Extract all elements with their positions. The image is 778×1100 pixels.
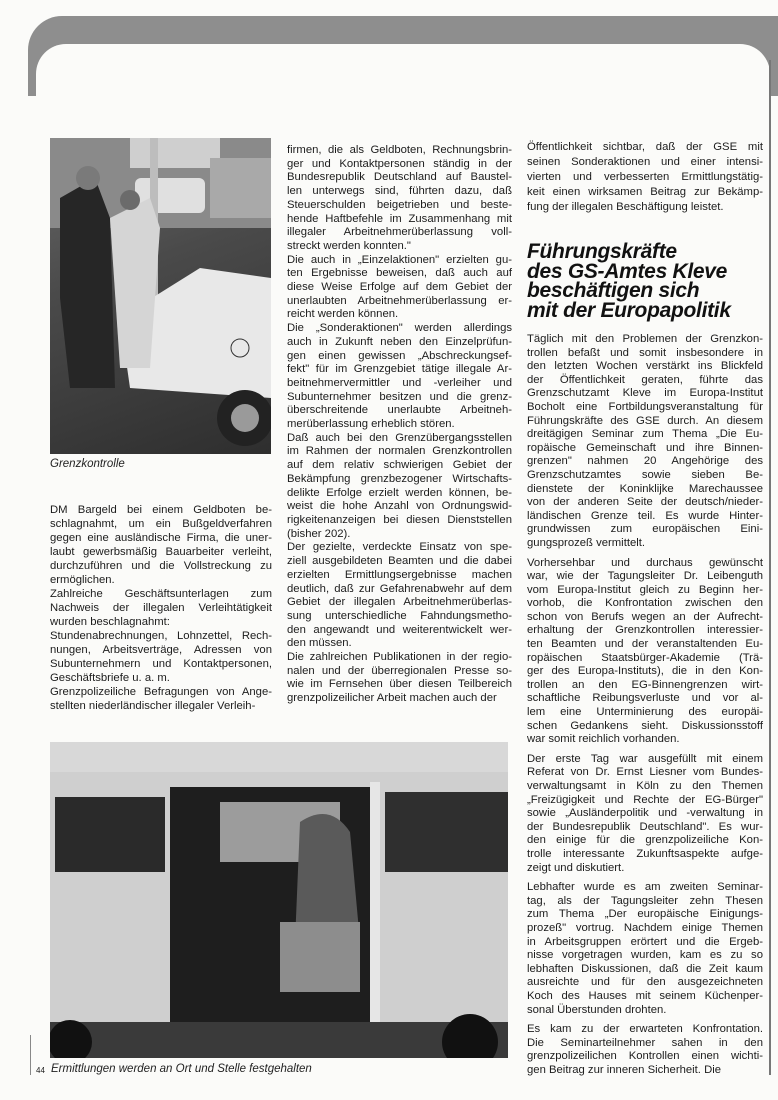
right-border-rule bbox=[769, 60, 771, 1075]
heading-line: mit der Europapolitik bbox=[527, 298, 731, 322]
text-line: reicht werden können. bbox=[287, 308, 399, 321]
text-line: delikte Erfolge erzielt werden können, be- bbox=[287, 486, 512, 499]
text-line: weist die hohe Anzahl von Ordnungswid- bbox=[287, 500, 512, 513]
text-line: von der anderen Seite der deutsch/nieder- bbox=[527, 496, 763, 509]
section-heading bbox=[527, 242, 767, 320]
text-line: ropäische Gemeinschaft und ihre Binnen- bbox=[527, 441, 763, 454]
text-line: DM Bargeld bei einem Geldboten be- bbox=[50, 504, 272, 516]
text-line: Subunternehmer besitzen und die grenz- bbox=[287, 390, 512, 403]
text-line: gen Beitrag zur inneren Sicherheit. Die bbox=[527, 1063, 722, 1076]
text-line: nalen und der überregionalen Presse so- bbox=[287, 664, 512, 677]
text-line: den müssen. bbox=[287, 637, 352, 650]
text-line: grenzpolizeilichen Kontrollen einen wichti- bbox=[527, 1050, 763, 1063]
text-column-3-intro bbox=[527, 140, 763, 215]
text-line: (bisher 202). bbox=[287, 527, 351, 540]
text-line: gen einen gewissen „Abschreckungsef- bbox=[287, 349, 512, 362]
text-line: ten Ergebnisse beweisen, daß auch auf bbox=[287, 267, 512, 280]
text-line: ropäischen Staatsbürger-Akademie (Trä- bbox=[527, 651, 763, 664]
text-line: keit einen wirksamen Beitrag zur Bekämp- bbox=[527, 186, 763, 198]
photo-border-control bbox=[50, 138, 271, 454]
text-line: tag, als der Tagungsleiter zehn Thesen bbox=[527, 894, 763, 907]
text-line: dreitägigen Seminar zum Thema „Die Eu- bbox=[527, 428, 763, 441]
text-line: gungsprozeß vermittelt. bbox=[527, 536, 646, 549]
heading-line: Führungskräfte bbox=[527, 240, 677, 263]
text-line: illegaler Arbeitnehmerüberlassung voll- bbox=[287, 226, 512, 239]
text-line: den letzten Wochen verstärkt ins Blickfeld bbox=[527, 360, 763, 373]
text-line: der Bundesrepublik Deutschland". Es wur- bbox=[527, 820, 763, 833]
paragraph bbox=[527, 881, 763, 1017]
text-line: im Rahmen der normalen Grenzkontrollen bbox=[287, 445, 512, 458]
text-line: auf dem relativ schwierigen Gebiet der bbox=[287, 459, 512, 472]
text-line: überschreitende unerlaubte Arbeitneh- bbox=[287, 404, 512, 417]
text-line: Täglich mit den Problemen der Grenzkon- bbox=[527, 333, 763, 345]
text-column-2 bbox=[287, 144, 512, 706]
text-line: trollen befaßt und somit insbesondere in bbox=[527, 346, 763, 359]
text-line: ermöglichen. bbox=[50, 574, 115, 586]
text-line: hende Haftbefehle im Zusammenhang mit bbox=[287, 212, 512, 225]
text-line: zum Thema „Der europäische Einigungs- bbox=[527, 908, 763, 921]
paragraph bbox=[50, 629, 272, 685]
text-line: dienstete der Koninklijke Marechaussee bbox=[527, 482, 763, 495]
text-line: Gebiet der illegalen Arbeitnehmerüberlas- bbox=[287, 596, 512, 609]
text-line: lebhaften Diskussionen, daß die Zeit kaum bbox=[527, 962, 763, 975]
text-line: schlagnahmt, um ein Bußgeldverfahren bbox=[50, 518, 272, 530]
text-line: erzielten Ermittlungsergebnisse machen bbox=[287, 568, 512, 581]
paragraph bbox=[287, 541, 512, 651]
text-line: Grenzschutzamt Kleve im Europa-Institut bbox=[527, 387, 763, 400]
left-border-rule bbox=[30, 1035, 31, 1075]
text-line: nisse vorgetragen wurden, kam es zu so bbox=[527, 949, 763, 962]
text-line: wurden beschlagnahmt: bbox=[50, 616, 170, 628]
paragraph bbox=[527, 557, 763, 747]
text-line: ländischen Grenze teil. Es wurde Hinter- bbox=[527, 509, 763, 522]
text-line: der Öffentlichkeit geraten, führte das bbox=[527, 373, 763, 386]
text-line: streckt werden konnten." bbox=[287, 239, 411, 252]
text-line: Referat von Dr. Ernst Liesner vom Bundes- bbox=[527, 766, 763, 779]
text-line: schaftliche Reibungsverluste und vor al- bbox=[527, 692, 763, 705]
text-line: merüberlassung erheblich stören. bbox=[287, 418, 455, 431]
text-line: sowie „Ausländerpolitik und -verwaltung in bbox=[527, 807, 763, 820]
paragraph bbox=[50, 587, 272, 629]
text-line: Die zahlreichen Publikationen in der regio- bbox=[287, 651, 512, 664]
text-line: sonal Überstunden drohten. bbox=[527, 1003, 667, 1016]
text-line: nungen, Arbeitsverträge, Adressen von bbox=[50, 644, 272, 656]
paragraph bbox=[287, 144, 512, 254]
text-line: trollen an den EG-Binnengrenzen wirt- bbox=[527, 678, 763, 691]
text-line: fekt" für im Grenzgebiet tätige illegale Ar- bbox=[287, 363, 512, 376]
text-line: ziell ausgebildeten Beamten und die dabei bbox=[287, 555, 512, 568]
text-line: vierten und verbesserten Ermittlungstätig- bbox=[527, 171, 763, 183]
text-line: gegen eine ausländische Firma, die uner- bbox=[50, 532, 272, 544]
text-line: deutlich, daß zur Gefahrenabwehr auf dem bbox=[287, 582, 512, 595]
text-line: Stundenabrechnungen, Lohnzettel, Rech- bbox=[50, 630, 272, 642]
text-line: grundwissen zum europäischen Eini- bbox=[527, 523, 763, 536]
text-line: len unterwegs sind, führten dazu, daß bbox=[287, 185, 512, 198]
text-line: lem eine Unterminierung des europäi- bbox=[527, 706, 763, 719]
text-line: unerlaubten Arbeitnehmerüberlassung er- bbox=[287, 294, 512, 307]
text-line: Grenzschutzamtes sowie sieben Be- bbox=[527, 468, 763, 481]
text-line: den angewandt und weiterentwickelt wer- bbox=[287, 623, 512, 636]
text-line: erhaltung der Grenzkontrollen interessier- bbox=[527, 624, 763, 637]
text-line: rigkeitenanzeigen bei diesen Dienststellen bbox=[287, 513, 512, 526]
text-line: schen Gedankens sieht. Diskussionsstoff bbox=[527, 719, 763, 732]
text-line: vom Europa-Institut gleich zu Beginn her- bbox=[527, 583, 763, 596]
text-column-1 bbox=[50, 503, 272, 713]
text-line: Öffentlichkeit sichtbar, daß der GSE mit bbox=[527, 141, 763, 153]
page-number: 44 bbox=[36, 1066, 45, 1075]
text-line: beitnehmervermittler und -verleiher und bbox=[287, 376, 512, 389]
paragraph bbox=[287, 254, 512, 323]
text-line: Bundesrepublik Deutschland auf Baustel- bbox=[287, 171, 512, 184]
page-frame bbox=[36, 44, 770, 124]
paragraph bbox=[527, 1023, 763, 1077]
text-line: zeigt und diskutiert. bbox=[527, 861, 625, 874]
text-line: fung der illegalen Beschäftigung leistet. bbox=[527, 201, 724, 213]
heading-line: beschäftigen sich bbox=[527, 279, 700, 302]
text-line: ger des Europa-Instituts), die in den Kon- bbox=[527, 665, 763, 678]
text-line: Koch des Hauses mit seinem Küchenper- bbox=[527, 989, 763, 1002]
photo-van-investigation bbox=[50, 742, 508, 1058]
text-line: Subunternehmern und Kontaktpersonen, bbox=[50, 658, 272, 670]
text-line: Steuerschulden beigetrieben und beste- bbox=[287, 198, 512, 211]
text-line: Bocholt eine Fortbildungsveranstaltung für bbox=[527, 400, 763, 413]
text-line: Die Seminarteilnehmer sahen in den bbox=[527, 1036, 763, 1049]
paragraph bbox=[50, 685, 272, 713]
paragraph bbox=[527, 333, 763, 551]
text-line: Es kam zu der erwarteten Konfrontation. bbox=[527, 1023, 763, 1036]
paragraph bbox=[527, 753, 763, 875]
text-line: war somit reichlich vorhanden. bbox=[527, 733, 680, 746]
text-line: war, wie der Tagungsleiter Dr. Leibenguth bbox=[527, 570, 763, 583]
text-line: grenzen" nahmen 20 Angehörige des bbox=[527, 455, 763, 468]
paragraph bbox=[50, 503, 272, 587]
text-line: ger und Kontaktpersonen ständig in der bbox=[287, 157, 512, 170]
text-line: Nachweis der illegalen Verleihtätigkeit bbox=[50, 602, 272, 614]
text-line: Vorhersehbar und durchaus gewünscht bbox=[527, 556, 763, 569]
paragraph bbox=[287, 651, 512, 706]
paragraph bbox=[527, 140, 763, 215]
text-line: Der erste Tag war ausgefüllt mit einem bbox=[527, 752, 763, 765]
paragraph bbox=[287, 432, 512, 542]
text-line: Führungskräfte des GSE durch. An diesem bbox=[527, 414, 763, 427]
text-line: seinen Sonderaktionen und einer intensi- bbox=[527, 156, 763, 168]
text-line: diese Weise Erfolge auf dem Gebiet der bbox=[287, 281, 512, 294]
text-line: ausreichte und für den ausgezeichneten bbox=[527, 976, 763, 989]
text-line: schon von Berufs wegen an der Aufrecht- bbox=[527, 610, 763, 623]
text-line: Die „Sonderaktionen" werden allerdings bbox=[287, 322, 512, 335]
text-line: laubt gewerbsmäßig Bauarbeiter verleiht, bbox=[50, 546, 272, 558]
text-line: firmen, die als Geldboten, Rechnungsbrin- bbox=[287, 144, 512, 156]
text-line: stellten niederländischer illegaler Verleih- bbox=[50, 700, 256, 712]
text-line: Lebhafter wurde es am zweiten Seminar- bbox=[527, 881, 763, 894]
heading-line: des GS-Amtes Kleve bbox=[527, 259, 728, 283]
text-line: den einige für die grenzpolizeiliche Kon- bbox=[527, 834, 763, 847]
text-line: vorhob, die Konfrontation zwischen den bbox=[527, 597, 763, 610]
text-line: Geschäftsbriefe u. a. m. bbox=[50, 672, 170, 684]
text-line: ten Beamten und der veranstaltenden Eu- bbox=[527, 638, 763, 651]
text-line: Der gezielte, verdeckte Einsatz von spe- bbox=[287, 541, 512, 554]
text-line: in Arbeitsgruppen erörtert und die Ergeb- bbox=[527, 935, 763, 948]
text-line: durchzuführen und die Vollstreckung zu bbox=[50, 560, 272, 572]
paragraph bbox=[287, 322, 512, 432]
text-line: Bekämpfung grenzbezogener Wirtschafts- bbox=[287, 472, 512, 485]
text-line: Grenzpolizeiliche Befragungen von Ange- bbox=[50, 686, 272, 698]
text-line: grenzpolizeilicher Arbeit machen auch der bbox=[287, 692, 497, 705]
text-line: Zahlreiche Geschäftsunterlagen zum bbox=[50, 588, 272, 600]
text-line: „Freizügigkeit und Rechte der EG-Bürger" bbox=[527, 793, 763, 806]
text-line: auch in Zukunft neben den Einzelprüfun- bbox=[287, 335, 512, 348]
text-line: Daß auch bei den Grenzübergangsstellen bbox=[287, 431, 512, 444]
text-line: sung unterschiedliche Fahndungsmetho- bbox=[287, 609, 512, 622]
text-line: Die auch in „Einzelaktionen" erzielten gu- bbox=[287, 253, 512, 266]
text-line: prozeß" vortrug. Nachdem einige Themen bbox=[527, 921, 763, 934]
text-line: wie im Fernsehen über diesen Teilbereich bbox=[287, 678, 512, 691]
text-line: verwaltungsamt in Köln zu den Themen bbox=[527, 780, 763, 792]
text-column-3 bbox=[527, 333, 763, 1083]
text-line: trolle interessante Zukunftsaspekte aufge- bbox=[527, 847, 763, 860]
photo-caption: Ermittlungen werden an Ort und Stelle festgehalten bbox=[51, 1063, 312, 1075]
photo-caption: Grenzkontrolle bbox=[50, 458, 125, 470]
